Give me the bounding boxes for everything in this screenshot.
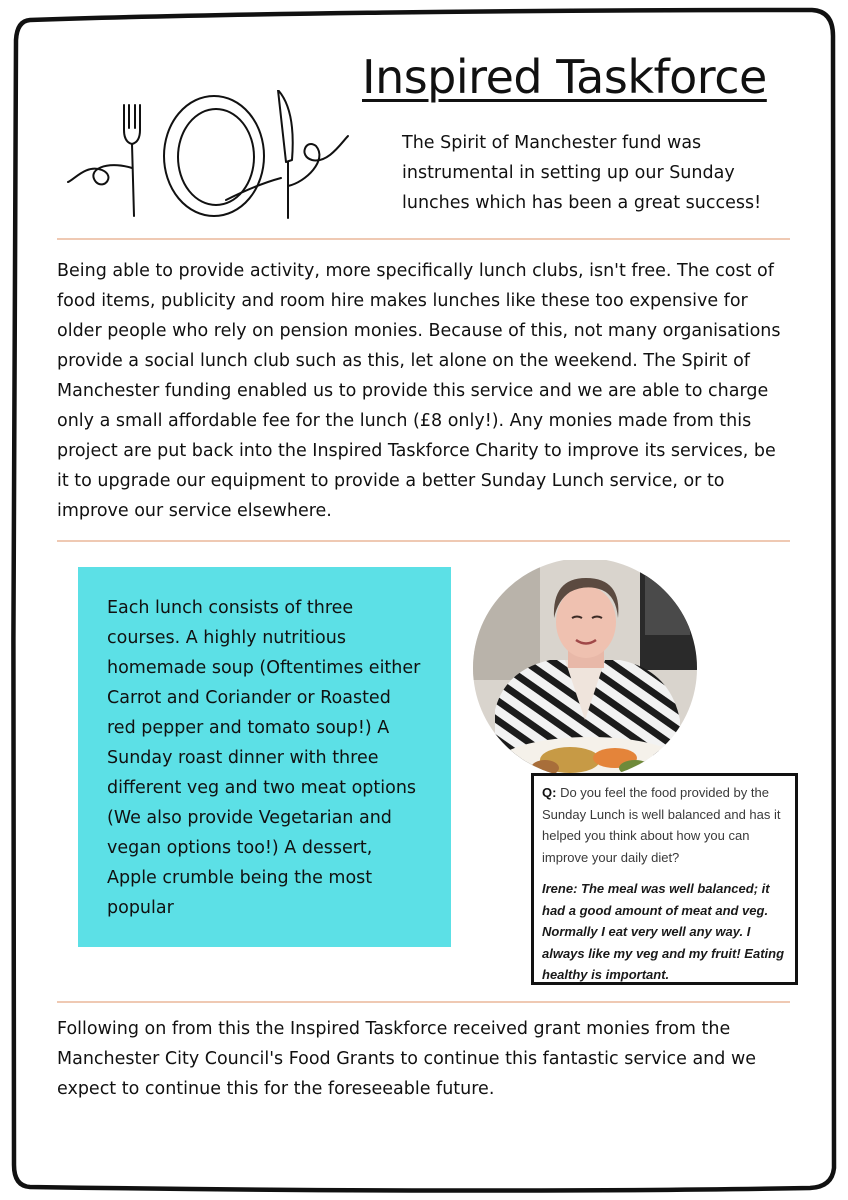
- intro-text: The Spirit of Manchester fund was instrumental in setting up our Sunday lunches which has been a great success!: [402, 133, 762, 213]
- divider: [57, 1001, 790, 1003]
- funding-paragraph: Being able to provide activity, more specifically lunch clubs, isn't free. The cost of food items, publicity and room hire makes lunches like these too expensive for older people who rely on pension monies. Because of this, not many organisations provide a social lunch club such as this, let alone on the weekend. The Spirit of Manchester funding enabled us to provide this service and we are able to charge only a small affordable fee for the lunch (£8 only!). Any monies made from this project are put back into the Inspired Taskforce Charity to improve its services, be it to upgrade our equipment to provide a better Sunday Lunch service, or to improve our service elsewhere.: [57, 261, 781, 521]
- interview-answer: Irene: The meal was well balanced; it had a good amount of meat and veg. Normally I eat very well any way. I always like my veg and my fruit! Eating healthy is important.: [542, 881, 785, 982]
- question-label: Q:: [542, 785, 557, 800]
- smiling-woman-with-roast-dinner-photo: [470, 560, 700, 785]
- interview-question: [542, 782, 785, 868]
- question-text: Do you feel the food provided by the Sunday Lunch is well balanced and has it helped you think about how you can improve your daily diet?: [542, 785, 781, 865]
- lunch-courses-box: [78, 567, 451, 947]
- interview-quote-box: [531, 773, 798, 985]
- page-title: Inspired Taskforce: [362, 50, 767, 104]
- lunch-courses-text: Each lunch consists of three courses. A highly nutritious homemade soup (Oftentimes either Carrot and Coriander or Roasted red pepper and tomato soup!) A Sunday roast dinner with three different veg and two meat options (We also provide Vegetarian and vegan options too!) A dessert, Apple crumble being the most popular: [107, 598, 421, 918]
- divider: [57, 238, 790, 240]
- divider: [57, 540, 790, 542]
- closing-paragraph: Following on from this the Inspired Taskforce received grant monies from the Manchester City Council's Food Grants to continue this fantastic service and we expect to continue this for the foreseeable future.: [57, 1019, 757, 1099]
- plate-fork-knife-line-art-icon: [66, 90, 351, 225]
